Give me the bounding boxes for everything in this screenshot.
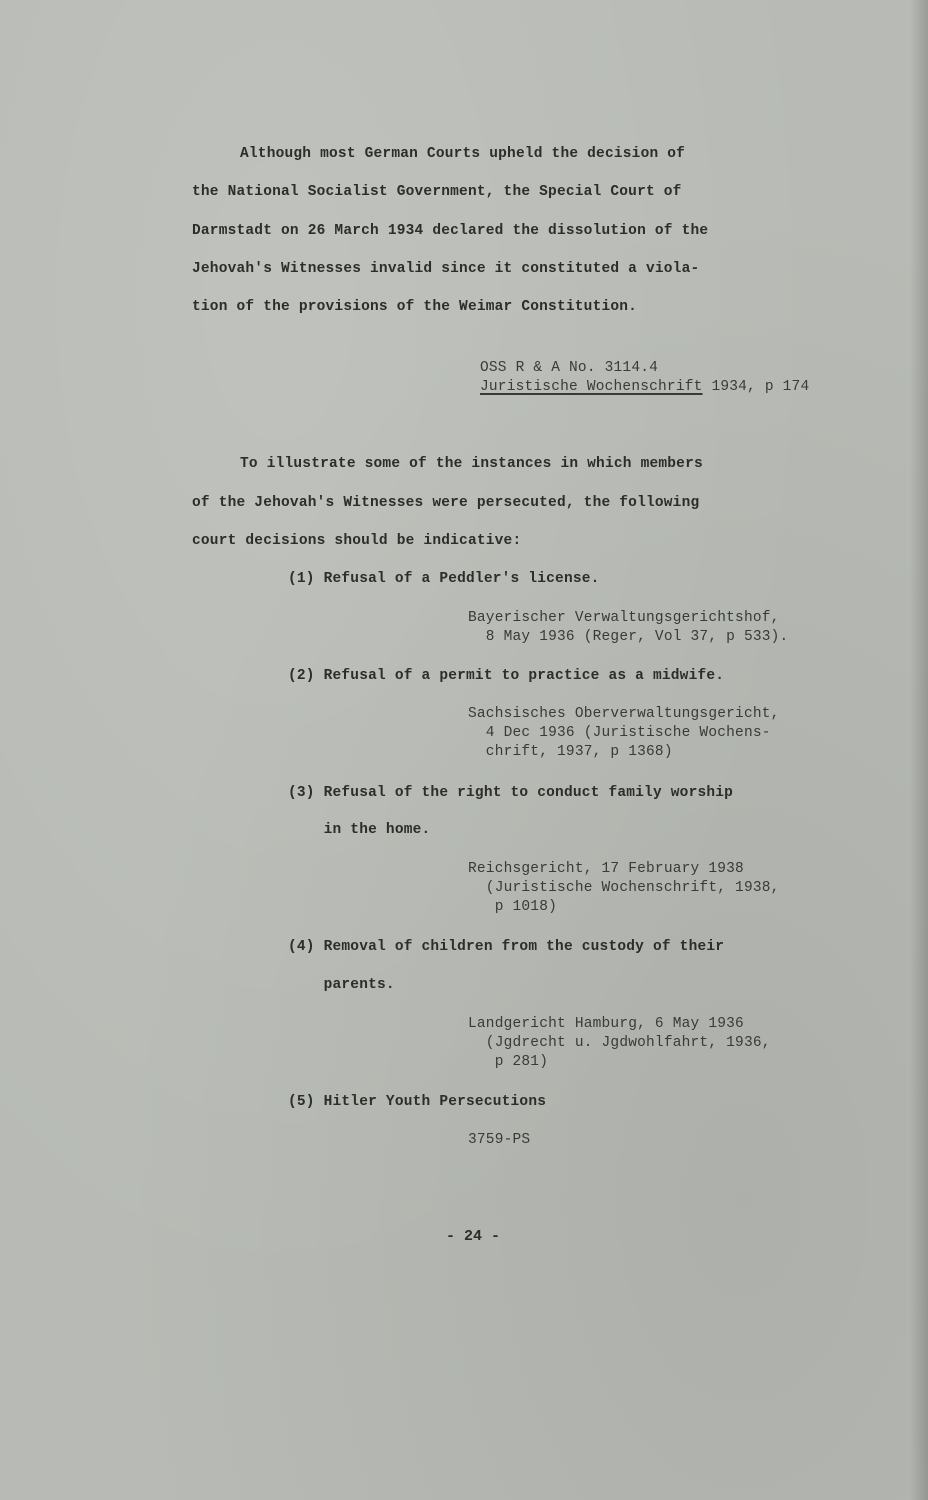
- page-edge-shadow: [910, 0, 928, 1500]
- paragraph-line: tion of the provisions of the Weimar Constitution.: [192, 299, 638, 315]
- item-source: p 281): [468, 1054, 549, 1070]
- paragraph-line: Although most German Courts upheld the decision of: [240, 146, 686, 162]
- item-source: (Jgdrecht u. Jgdwohlfahrt, 1936,: [468, 1035, 771, 1051]
- citation-rest: 1934, p 174: [702, 379, 810, 395]
- journal-title: Juristische Wochenschrift: [480, 379, 703, 395]
- item-source: chrift, 1937, p 1368): [468, 744, 673, 760]
- item-text: in the home.: [288, 822, 431, 838]
- paragraph-line: court decisions should be indicative:: [192, 533, 522, 549]
- item-text: parents.: [288, 977, 395, 993]
- item-source: 8 May 1936 (Reger, Vol 37, p 533).: [468, 629, 789, 645]
- item-source: Landgericht Hamburg, 6 May 1936: [468, 1016, 744, 1032]
- item-source: (Juristische Wochenschrift, 1938,: [468, 880, 780, 896]
- page-number: - 24 -: [446, 1228, 501, 1245]
- citation-line: [480, 379, 809, 395]
- item-source: Sachsisches Oberverwaltungsgericht,: [468, 706, 780, 722]
- paragraph-line: the National Socialist Government, the Special Court of: [192, 184, 682, 200]
- item-text: (1) Refusal of a Peddler's license.: [288, 571, 600, 587]
- paragraph-line: Jehovah's Witnesses invalid since it constituted a viola-: [192, 261, 700, 277]
- item-source: 4 Dec 1936 (Juristische Wochens-: [468, 725, 771, 741]
- paragraph-line: Darmstadt on 26 March 1934 declared the dissolution of the: [192, 223, 709, 239]
- item-text: (3) Refusal of the right to conduct family worship: [288, 785, 734, 801]
- item-text: (5) Hitler Youth Persecutions: [288, 1094, 547, 1110]
- paragraph-line: To illustrate some of the instances in which members: [240, 456, 703, 472]
- item-source: p 1018): [468, 899, 558, 915]
- paragraph-line: of the Jehovah's Witnesses were persecuted, the following: [192, 495, 700, 511]
- item-source: 3759-PS: [468, 1132, 531, 1148]
- item-source: Bayerischer Verwaltungsgerichtshof,: [468, 610, 780, 626]
- citation-line: OSS R & A No. 3114.4: [480, 360, 659, 376]
- item-source: Reichsgericht, 17 February 1938: [468, 861, 744, 877]
- item-text: (2) Refusal of a permit to practice as a midwife.: [288, 668, 725, 684]
- item-text: (4) Removal of children from the custody of their: [288, 939, 725, 955]
